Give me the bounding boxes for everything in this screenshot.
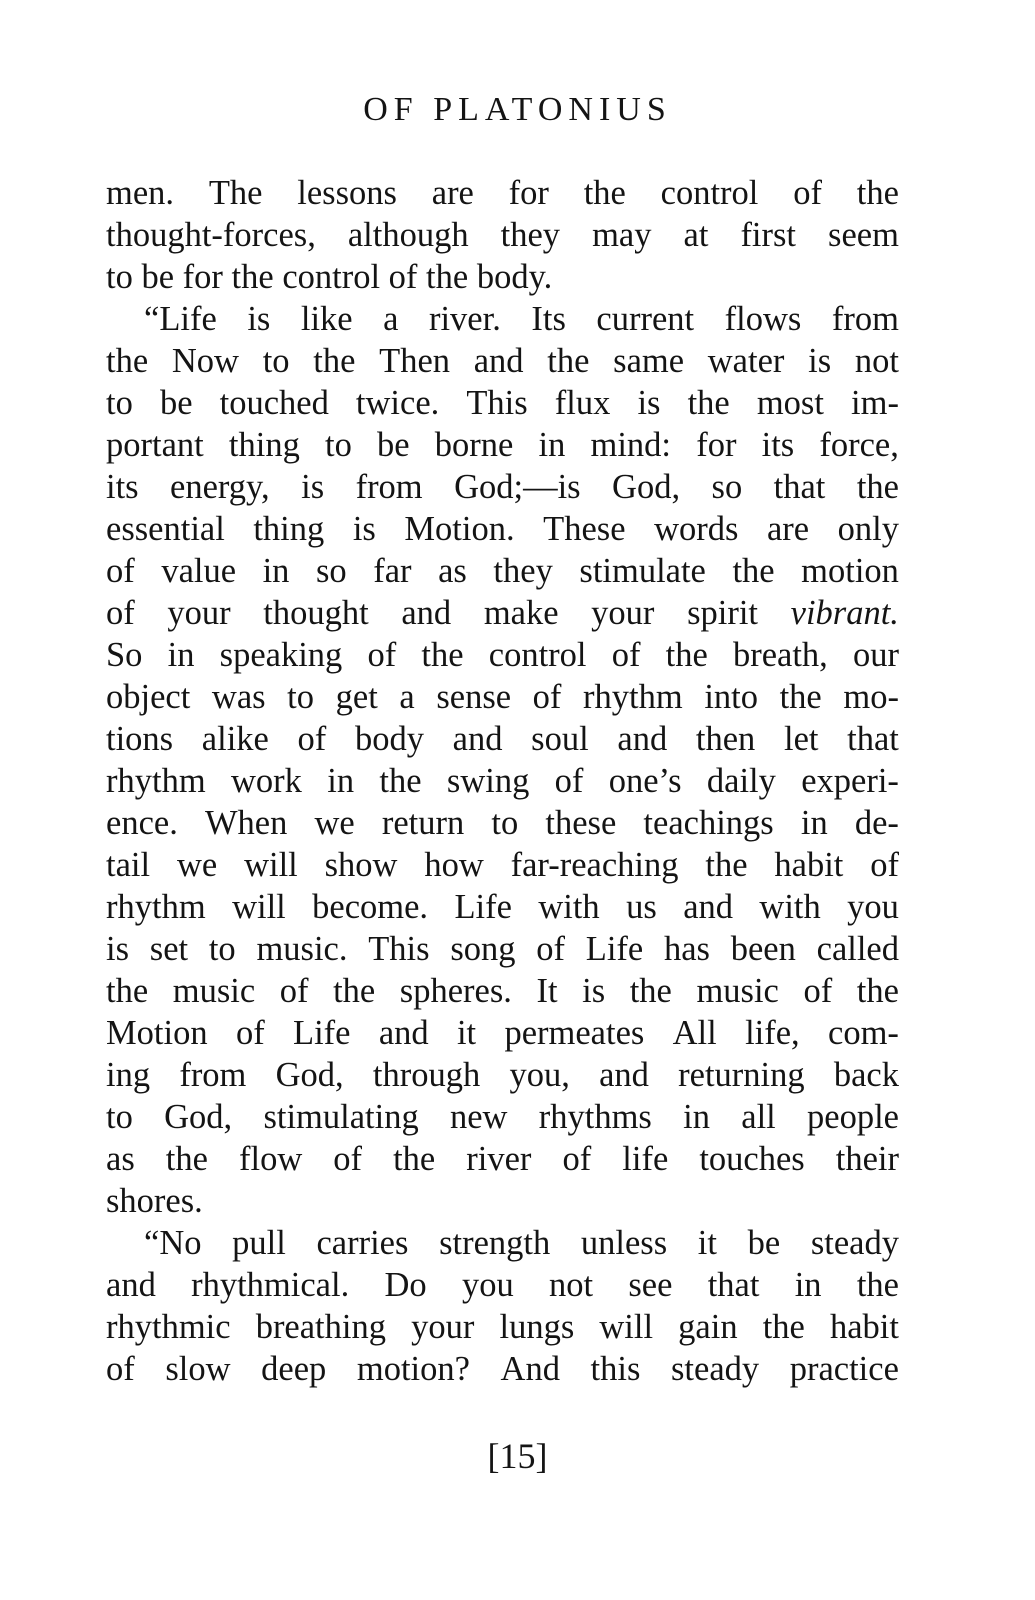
word: with [538, 888, 600, 926]
word: is [301, 468, 325, 506]
word: the [313, 342, 356, 380]
word: life [622, 1140, 669, 1178]
word: it [697, 1224, 717, 1262]
word: thing [253, 510, 325, 548]
word: of [793, 174, 822, 212]
word: is [637, 384, 661, 422]
word: all [741, 1098, 776, 1136]
text-line [106, 1012, 899, 1054]
word: its [761, 426, 795, 464]
word: and [378, 1014, 429, 1052]
word: ence. [106, 804, 178, 842]
word: was [211, 678, 266, 716]
word: not [548, 1266, 594, 1304]
text-line [106, 382, 899, 424]
word: spirit [687, 594, 758, 632]
word: become. [312, 888, 429, 926]
word: Then [379, 342, 451, 380]
word: of [803, 972, 833, 1010]
word: to [262, 342, 290, 380]
word: the [856, 174, 899, 212]
word: through [372, 1056, 481, 1094]
word: the [629, 972, 672, 1010]
word: ing [106, 1056, 151, 1094]
word: that [847, 720, 899, 758]
italic-word: vibrant. [790, 594, 899, 632]
text-line [106, 886, 899, 928]
word: seem [828, 216, 899, 254]
word: force, [819, 426, 899, 464]
word: has [663, 930, 710, 968]
word: breathing [255, 1308, 386, 1346]
word: called [816, 930, 899, 968]
word: of [106, 1350, 135, 1388]
text-line [106, 634, 899, 676]
word: we [314, 804, 355, 842]
word: for [508, 174, 549, 212]
text-line [106, 676, 899, 718]
word: the [583, 174, 626, 212]
word: us [626, 888, 657, 926]
word: God, [164, 1098, 233, 1136]
word: our [852, 636, 899, 674]
word: as [438, 552, 467, 590]
word: will [599, 1308, 654, 1346]
word: river. [428, 300, 501, 338]
word: the [379, 762, 422, 800]
word: of [562, 1140, 592, 1178]
running-title: OF PLATONIUS [363, 91, 672, 128]
word: sense [436, 678, 512, 716]
text-line [106, 1222, 899, 1264]
word: these [545, 804, 617, 842]
word: back [833, 1056, 899, 1094]
word: and [401, 594, 452, 632]
word: habit [829, 1308, 899, 1346]
word: that [707, 1266, 760, 1304]
word: essential [106, 510, 225, 548]
word: God, [275, 1056, 344, 1094]
word: most [756, 384, 824, 422]
word: rhythm [106, 762, 206, 800]
word: will [244, 846, 298, 884]
word: experi- [801, 762, 899, 800]
word: water [707, 342, 785, 380]
text-line [106, 466, 899, 508]
word: they [500, 216, 561, 254]
word: then [695, 720, 756, 758]
word: of [536, 930, 566, 968]
word: are [431, 174, 474, 212]
text-line [106, 718, 899, 760]
word: of [554, 762, 584, 800]
word: to [106, 384, 133, 422]
text-line [106, 214, 899, 256]
word: and [473, 342, 524, 380]
word: the [732, 552, 775, 590]
text-line [106, 298, 899, 340]
word: “No [144, 1224, 202, 1262]
text-line [106, 172, 899, 214]
word: new [449, 1098, 508, 1136]
word: Motion. [404, 510, 515, 548]
word: the [665, 636, 708, 674]
word: flux [554, 384, 611, 422]
word: of [611, 636, 641, 674]
word: in [683, 1098, 710, 1136]
word: to [325, 426, 352, 464]
word: current [596, 300, 695, 338]
word: energy, [170, 468, 270, 506]
word: strength [439, 1224, 551, 1262]
word: spheres. [399, 972, 512, 1010]
word: the [856, 972, 899, 1010]
word: let [783, 720, 819, 758]
word: Motion [106, 1014, 208, 1052]
word: of [367, 636, 397, 674]
word: “Life [144, 300, 217, 338]
word: and [106, 1266, 156, 1304]
word: Life [454, 888, 512, 926]
word: So [106, 636, 143, 674]
word: control [660, 174, 759, 212]
word: rhythms [538, 1098, 652, 1136]
word: twice. [355, 384, 440, 422]
word: of [388, 258, 418, 296]
word: far-reaching [510, 846, 679, 884]
word: in [794, 1266, 822, 1304]
word: control [282, 258, 381, 296]
text-line [106, 508, 899, 550]
word: to [106, 258, 133, 296]
word: the [231, 258, 274, 296]
word: see [628, 1266, 673, 1304]
word: song [450, 930, 516, 968]
word: habit [774, 846, 844, 884]
word: is [582, 972, 606, 1010]
word: that [773, 468, 826, 506]
word: get [335, 678, 378, 716]
body-text [106, 172, 899, 1390]
word: not [854, 342, 899, 380]
word: steady [671, 1350, 760, 1388]
word: is [352, 510, 376, 548]
word: teachings [643, 804, 774, 842]
word: unless [580, 1224, 668, 1262]
text-line [106, 256, 899, 298]
word: with [759, 888, 821, 926]
word: The [208, 174, 263, 212]
word: the [687, 384, 730, 422]
word: in [262, 552, 290, 590]
word: im- [851, 384, 899, 422]
word: the [333, 972, 376, 1010]
word: thing [228, 426, 300, 464]
word: river [466, 1140, 532, 1178]
word: com- [828, 1014, 899, 1052]
word: and [599, 1056, 649, 1094]
word: be [159, 384, 193, 422]
word: Life [585, 930, 644, 968]
word: deep [261, 1350, 327, 1388]
word: return [381, 804, 465, 842]
word: this [590, 1350, 641, 1388]
word: from [831, 300, 899, 338]
word: rhythmic [106, 1308, 231, 1346]
word: in [327, 762, 355, 800]
word: thought [263, 594, 369, 632]
word: motion [801, 552, 899, 590]
word: music. [256, 930, 348, 968]
word: set [149, 930, 189, 968]
word: of [279, 972, 309, 1010]
word: of [106, 552, 135, 590]
page-number: [15] [487, 1436, 548, 1476]
word: flow [239, 1140, 303, 1178]
word: the [856, 468, 899, 506]
word: be [141, 258, 175, 296]
word: its [106, 468, 139, 506]
word: your [591, 594, 655, 632]
word: body. [476, 258, 553, 296]
word: to [106, 1098, 133, 1136]
word: Its [531, 300, 566, 338]
word: the [393, 1140, 436, 1178]
word: God, [612, 468, 681, 506]
text-line [106, 1138, 899, 1180]
word: touches [699, 1140, 805, 1178]
word: steady [810, 1224, 899, 1262]
word: their [835, 1140, 899, 1178]
word: of [870, 846, 899, 884]
word: to [287, 678, 315, 716]
word: flows [724, 300, 802, 338]
word: carries [316, 1224, 409, 1262]
word: is [247, 300, 271, 338]
word: make [483, 594, 559, 632]
text-line [106, 1054, 899, 1096]
word: the [165, 1140, 208, 1178]
word: All [672, 1014, 717, 1052]
text-line [106, 340, 899, 382]
word: mind: [590, 426, 672, 464]
word: of [297, 720, 327, 758]
word: in [167, 636, 195, 674]
word: rhythmical. [191, 1266, 350, 1304]
word: same [613, 342, 685, 380]
word: life, [745, 1014, 800, 1052]
word: for [696, 426, 737, 464]
word: the [779, 678, 822, 716]
word: in [800, 804, 828, 842]
word: de- [854, 804, 899, 842]
word: tail [106, 846, 151, 884]
word: we [176, 846, 218, 884]
word: rhythm [583, 678, 683, 716]
word: tions [106, 720, 174, 758]
word: will [232, 888, 286, 926]
word: in [538, 426, 566, 464]
word: the [762, 1308, 805, 1346]
word: how [424, 846, 484, 884]
word: music [696, 972, 779, 1010]
text-line [106, 1306, 899, 1348]
word: value [161, 552, 237, 590]
word: is [106, 930, 130, 968]
word: alike [201, 720, 269, 758]
word: it [456, 1014, 477, 1052]
word: the [106, 342, 149, 380]
text-line [106, 802, 899, 844]
word: of [235, 1014, 265, 1052]
text-line [106, 1348, 899, 1390]
word: control [488, 636, 587, 674]
word: you [461, 1266, 514, 1304]
word: and [683, 888, 734, 926]
word: When [204, 804, 288, 842]
text-line [106, 424, 899, 466]
word: from [179, 1056, 247, 1094]
word: the [856, 1266, 899, 1304]
word: men. [106, 174, 175, 212]
word: stimulate [579, 552, 706, 590]
word: motion? [356, 1350, 470, 1388]
word: like [300, 300, 353, 338]
word: daily [706, 762, 776, 800]
text-line [106, 550, 899, 592]
word: so [711, 468, 743, 506]
word: the [106, 972, 149, 1010]
word: body [354, 720, 424, 758]
word: thought-forces, [106, 216, 316, 254]
word: returning [678, 1056, 805, 1094]
word: and [617, 720, 668, 758]
word: portant [106, 426, 204, 464]
word: one’s [608, 762, 682, 800]
word: These [543, 510, 626, 548]
word: touched [219, 384, 329, 422]
text-line [106, 760, 899, 802]
word: of [532, 678, 562, 716]
word: you [847, 888, 899, 926]
text-line [106, 592, 899, 634]
word: and [452, 720, 503, 758]
word: permeates [504, 1014, 645, 1052]
word: lungs [499, 1308, 575, 1346]
word: gain [678, 1308, 738, 1346]
word: the [421, 636, 464, 674]
text-line [106, 1096, 899, 1138]
word: speaking [219, 636, 343, 674]
word: swing [446, 762, 530, 800]
word: rhythm [106, 888, 206, 926]
word: the [547, 342, 590, 380]
word: borne [434, 426, 514, 464]
word: pull [232, 1224, 286, 1262]
text-line [106, 928, 899, 970]
word: slow [165, 1350, 231, 1388]
word: And [500, 1350, 560, 1388]
word: from [355, 468, 423, 506]
word: for [182, 258, 223, 296]
word: be [747, 1224, 781, 1262]
word: Now [171, 342, 239, 380]
word: lessons [297, 174, 397, 212]
word: stimulating [263, 1098, 419, 1136]
word: mo- [843, 678, 899, 716]
word: people [807, 1098, 899, 1136]
word: Life [293, 1014, 351, 1052]
word: This [466, 384, 528, 422]
word: your [167, 594, 231, 632]
word: This [368, 930, 430, 968]
word: a [383, 300, 399, 338]
word: practice [789, 1350, 899, 1388]
word: is [808, 342, 832, 380]
word: breath, [732, 636, 828, 674]
word: the [705, 846, 748, 884]
word: they [493, 552, 553, 590]
text-line [106, 1180, 899, 1222]
word: at [683, 216, 709, 254]
word: to [208, 930, 236, 968]
word: shores. [106, 1182, 203, 1220]
word: words [654, 510, 739, 548]
word: to [491, 804, 519, 842]
word: music [172, 972, 256, 1010]
word: Do [384, 1266, 427, 1304]
text-line [106, 1264, 899, 1306]
text-line [106, 970, 899, 1012]
word: object [106, 678, 191, 716]
word: your [411, 1308, 475, 1346]
word: of [333, 1140, 363, 1178]
word: soul [531, 720, 589, 758]
word: the [426, 258, 469, 296]
word: may [592, 216, 652, 254]
word: a [399, 678, 415, 716]
word: of [106, 594, 135, 632]
word: you, [509, 1056, 570, 1094]
word: work [231, 762, 302, 800]
word: first [740, 216, 797, 254]
word: be [377, 426, 410, 464]
word: far [373, 552, 412, 590]
word: God;—is [454, 468, 581, 506]
word: been [730, 930, 796, 968]
word: so [316, 552, 347, 590]
word: are [766, 510, 810, 548]
text-line [106, 844, 899, 886]
word: although [347, 216, 469, 254]
word: show [324, 846, 398, 884]
word: It [536, 972, 558, 1010]
word: only [837, 510, 899, 548]
word: into [704, 678, 758, 716]
word: as [106, 1140, 135, 1178]
